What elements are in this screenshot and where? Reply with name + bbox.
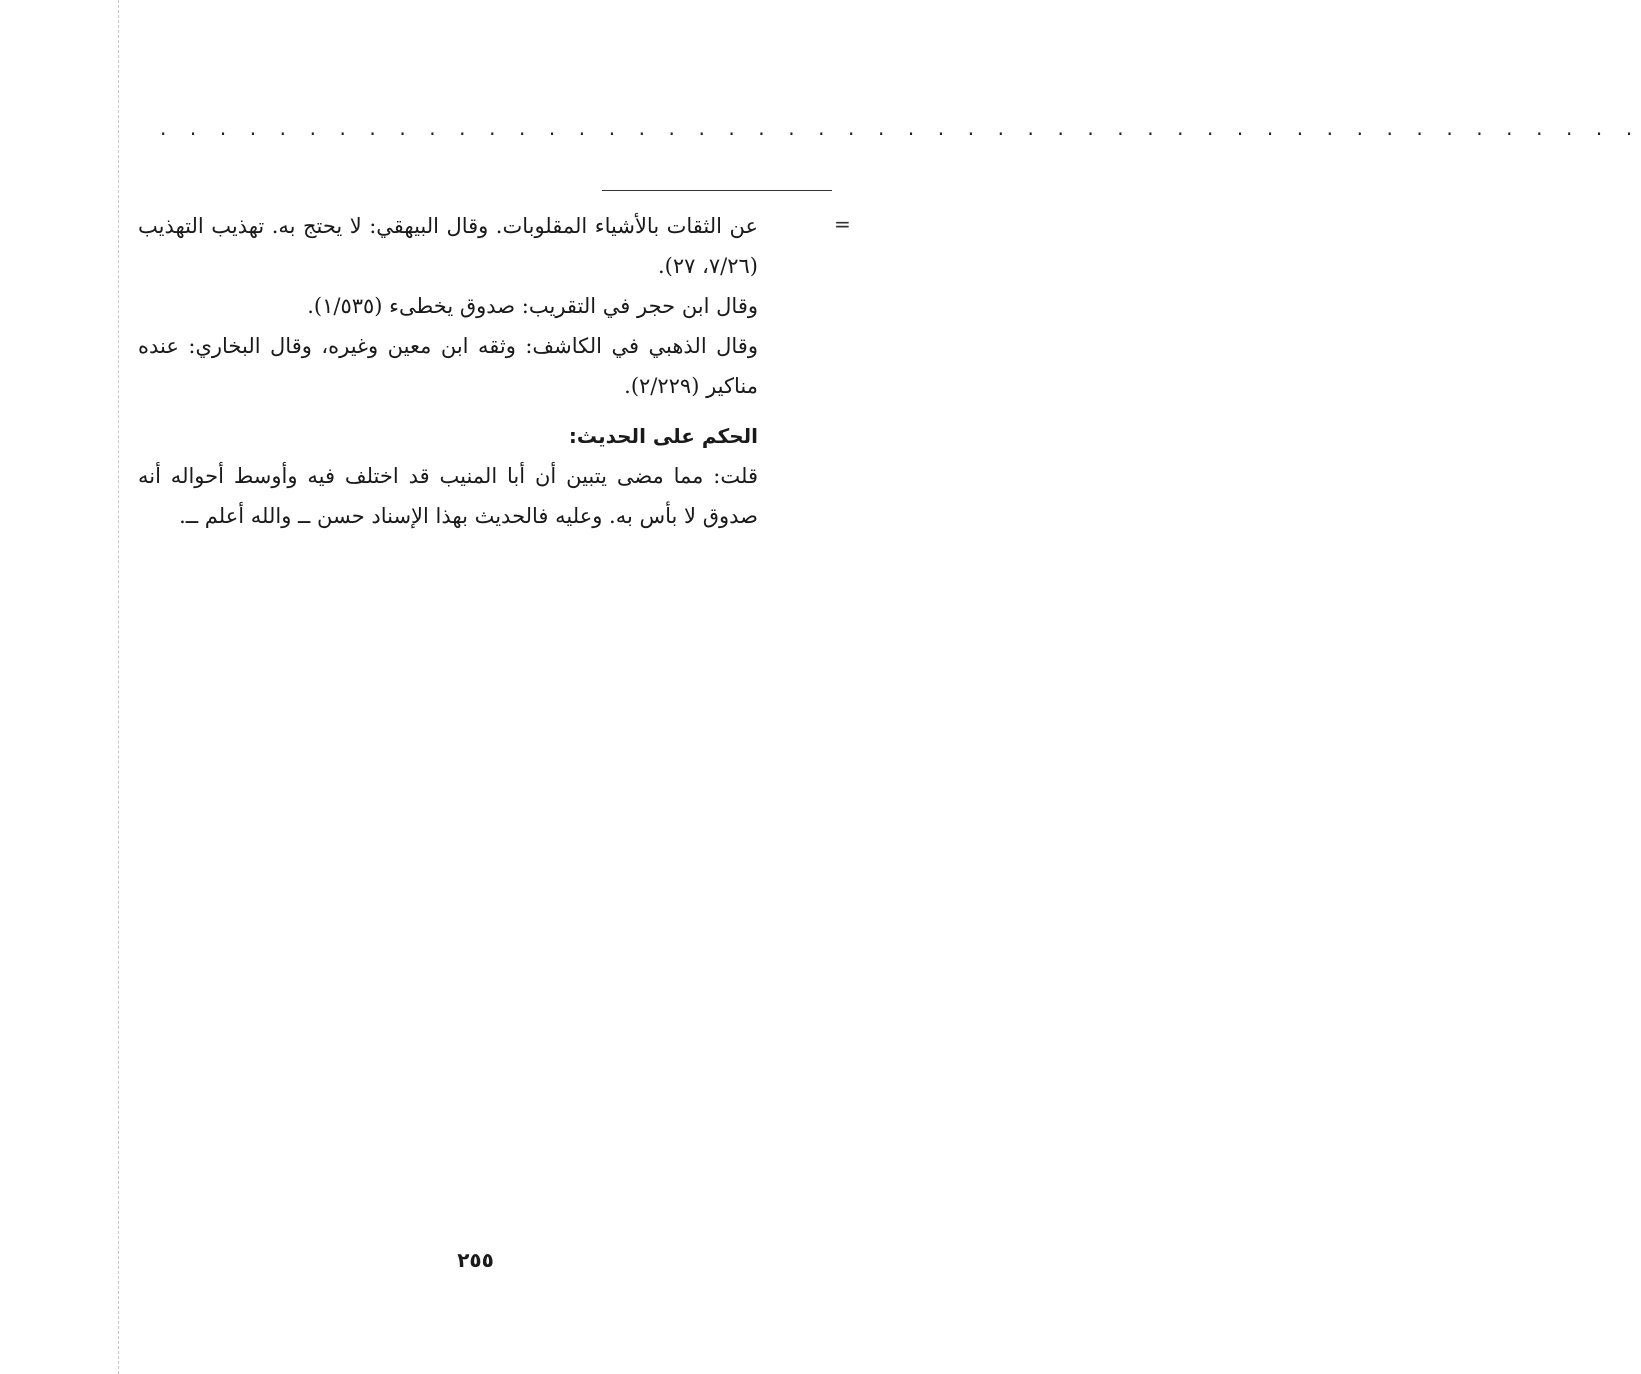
continuation-mark: = <box>834 212 851 236</box>
page-number: ٢٥٥ <box>457 1248 494 1272</box>
ruling-text: قلت: مما مضى يتبين أن أبا المنيب قد اختلف فيه وأوسط أحواله أنه صدوق لا بأس به. وعليه فالحديث بهذا الإسناد حسن ــ والله أعلم ــ. <box>138 464 758 528</box>
dotted-separator: . . . . . . . . . . . . . . . . . . . . . . . . . . . . . . . . . . . . . . . . . . . . . . . . . . <box>160 116 1641 140</box>
footnote-rule <box>602 190 832 191</box>
footnote-line: وقال ابن حجر في التقريب: صدوق يخطىء (١/٥٣٥). <box>307 294 758 318</box>
footnote-line: وقال الذهبي في الكاشف: وثقه ابن معين وغيره، وقال البخاري: عنده مناكير (٢/٢٢٩). <box>138 334 758 398</box>
ruling-heading: الحكم على الحديث: <box>568 424 758 448</box>
margin-guide-line <box>118 0 119 1374</box>
footnote-block <box>138 206 758 536</box>
footnote-line: عن الثقات بالأشياء المقلوبات. وقال البيهقي: لا يحتج به. تهذيب التهذيب (٧/٢٦، ٢٧). <box>138 214 758 278</box>
